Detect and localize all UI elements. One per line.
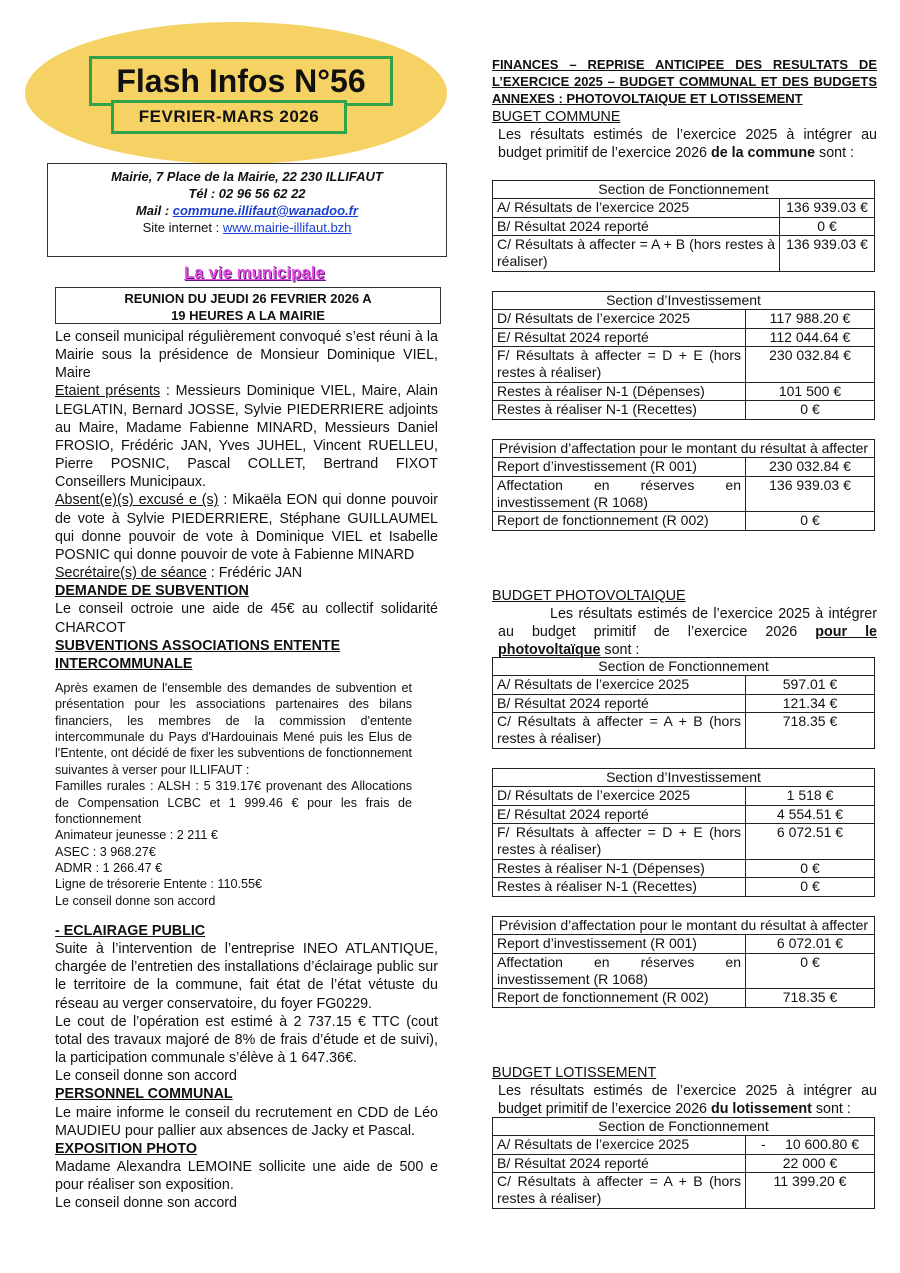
newsletter-title: Flash Infos N°56 [89, 56, 393, 106]
table-row: C/ Résultats à affecter = A + B (hors restes à réaliser) 136 939.03 € [493, 236, 875, 272]
contact-address: Mairie, 7 Place de la Mairie, 22 230 ILLIFAUT [111, 169, 383, 184]
table-row: Report d’investissement (R 001) 230 032.84 € [493, 458, 875, 476]
table-row: B/ Résultat 2024 reporté 0 € [493, 217, 875, 235]
assoc-block [55, 680, 412, 909]
eclairage-text-2: Le cout de l’opération est estimé à 2 737.15 € TTC (cout total des travaux majoré de 8% de frais d’étude et de suivi), la participation communale s’élève à 1 647.36€. [55, 1013, 438, 1067]
table-row: F/ Résultats à affecter = D + E (hors restes à réaliser) 230 032.84 € [493, 347, 875, 383]
left-column-main [55, 328, 438, 673]
table-header: Prévision d’affectation pour le montant du résultat à affecter [493, 917, 875, 935]
table-row: Report de fonctionnement (R 002) 0 € [493, 512, 875, 530]
assoc-heading-2: INTERCOMMUNALE [55, 655, 193, 672]
lot-block [492, 1064, 877, 1118]
commune-heading: BUGET COMMUNE [492, 108, 621, 125]
finances-block [492, 57, 877, 162]
expo-text: Madame Alexandra LEMOINE sollicite une aide de 500 e pour réaliser son exposition. [55, 1159, 438, 1194]
section-title: La vie municipale [184, 264, 325, 282]
contact-phone: Tél : 02 96 56 62 22 [188, 185, 306, 201]
familles-text: Familles rurales : ALSH : 5 319.17€ provenant des Allocations de Compensation LCBC et 1 999.46 € pour les frais de fonctionnement [55, 779, 412, 826]
absents-text: Absent(e)(s) excusé e (s) : Mikaëla EON qui donne pouvoir de vote à Sylvie PIEDERRIERE, Stéphane GUILLAUMEL qui donne pouvoir de vote à Dominique VIEL et Isabelle POSNIC qui donne pouvoir de vote à Fabienne MINARD [55, 492, 438, 563]
table-row: B/ Résultat 2024 reporté 121.34 € [493, 694, 875, 712]
photo-heading: BUDGET PHOTOVOLTAIQUE [492, 588, 686, 604]
secretaire-text: Secrétaire(s) de séance : Frédéric JAN [55, 565, 303, 582]
table-header: Section de Fonctionnement [493, 1118, 875, 1136]
photo-block [492, 587, 877, 660]
admr-text: ADMR : 1 266.47 € [55, 860, 163, 875]
personnel-text: Le maire informe le conseil du recrutement en CDD de Léo MAUDIEU pour pallier aux absences de Jacky et Pascal. [55, 1104, 438, 1139]
commune-invest-table [492, 291, 875, 420]
table-row: D/ Résultats de l’exercice 2025 117 988.20 € [493, 310, 875, 328]
reunion-box: REUNION DU JEUDI 26 FEVRIER 2026 A 19 HEURES A LA MAIRIE [55, 287, 441, 324]
finances-heading: FINANCES – REPRISE ANTICIPEE DES RESULTATS DE L’EXERCICE 2025 – BUDGET COMMUNAL ET DES BUDGETS ANNEXES : PHOTOVOLTAIQUE ET LOTISSEMENT [492, 57, 877, 106]
table-row: Restes à réaliser N-1 (Recettes) 0 € [493, 878, 875, 896]
photo-prev-table [492, 916, 875, 1008]
animateur-text: Animateur jeunesse : 2 211 € [55, 828, 218, 843]
table-row: A/ Résultats de l’exercice 2025 - 10 600.80 € [493, 1136, 875, 1154]
commune-prev-table [492, 439, 875, 531]
assoc-heading-1: SUBVENTIONS ASSOCIATIONS ENTENTE [55, 637, 341, 654]
eclairage-text-1: Suite à l’intervention de l’entreprise INEO ATLANTIQUE, chargée de l’entretien des installations d’éclairage public sur le territoire de la commune, fait état de l’état vétuste du réseau au verger conservatoire, du foyer FG0229. [55, 941, 438, 1012]
photo-fonct-table [492, 657, 875, 749]
subvention-text: Le conseil octroie une aide de 45€ au collectif solidarité CHARCOT [55, 601, 438, 636]
ligne-text: Ligne de trésorerie Entente : 110.55€ [55, 877, 263, 892]
left-column-bottom [55, 922, 438, 1213]
table-header: Section de Fonctionnement [493, 181, 875, 199]
newsletter-date: FEVRIER-MARS 2026 [111, 100, 347, 134]
table-row: A/ Résultats de l’exercice 2025 136 939.03 € [493, 199, 875, 217]
assoc-text: Après examen de l'ensemble des demandes de subvention et présentation pour les associations partenaires des bilans financiers, les membres de la commission d'entente intercommunale du Pays d'Hardouinais Mené puis les Elus de l'Entente, ont décidé de fixer les subventions de fonctionnement suivantes à verser pour ILLIFAUT : [55, 681, 412, 777]
table-row: B/ Résultat 2024 reporté 22 000 € [493, 1154, 875, 1172]
intro-text: Le conseil municipal régulièrement convoqué s’est réuni à la Mairie sous la présidence de Monsieur Dominique VIEL, Maire [55, 329, 438, 382]
table-row: Restes à réaliser N-1 (Dépenses) 101 500 € [493, 382, 875, 400]
table-row: C/ Résultats à affecter = A + B (hors restes à réaliser) 718.35 € [493, 713, 875, 749]
personnel-heading: PERSONNEL COMMUNAL [55, 1086, 233, 1103]
presents-text: Etaient présents : Messieurs Dominique VIEL, Maire, Alain LEGLATIN, Bernard JOSSE, Sylvie PIEDERRIERE adjoints au Maire, Madame Fabienne MINARD, Messieurs Daniel FROSIO, Frédéric JAN, Yves JUHEL, Vincent RUELLEU, Pierre POSNIC, Pascal COLLET, Bertrand FIXOT Conseillers Municipaux. [55, 383, 438, 491]
contact-box [47, 163, 447, 257]
table-header: Section de Fonctionnement [493, 658, 875, 676]
table-row: E/ Résultat 2024 reporté 112 044.64 € [493, 328, 875, 346]
table-row: Report d’investissement (R 001) 6 072.01 € [493, 935, 875, 953]
table-row: Affectation en réserves en investissement (R 1068) 136 939.03 € [493, 476, 875, 512]
table-row: Restes à réaliser N-1 (Recettes) 0 € [493, 401, 875, 419]
eclairage-heading: - ECLAIRAGE PUBLIC [55, 923, 206, 939]
mail-link[interactable]: commune.illifaut@wanadoo.fr [172, 202, 359, 218]
commune-intro: Les résultats estimés de l’exercice 2025 à intégrer au budget primitif de l’exercice 2026 de la commune sont : [498, 126, 877, 161]
site-link[interactable]: www.mairie-illifaut.bzh [222, 219, 352, 235]
table-header: Prévision d’affectation pour le montant du résultat à affecter [493, 440, 875, 458]
commune-fonct-table [492, 180, 875, 272]
lot-heading: BUDGET LOTISSEMENT [492, 1065, 657, 1081]
accord-2: Le conseil donne son accord [55, 1068, 238, 1085]
table-row: Affectation en réserves en investissement (R 1068) 0 € [493, 953, 875, 989]
table-header: Section d’Investissement [493, 769, 875, 787]
expo-heading: EXPOSITION PHOTO [55, 1140, 197, 1157]
subvention-heading: DEMANDE DE SUBVENTION [55, 583, 249, 600]
table-row: A/ Résultats de l’exercice 2025 597.01 € [493, 676, 875, 694]
table-row: E/ Résultat 2024 reporté 4 554.51 € [493, 805, 875, 823]
table-header: Section d’Investissement [493, 292, 875, 310]
accord-3: Le conseil donne son accord [55, 1195, 238, 1212]
asec-text: ASEC : 3 968.27€ [55, 844, 156, 859]
lot-fonct-table [492, 1117, 875, 1209]
contact-site-line: Site internet : www.mairie-illifaut.bzh [142, 219, 352, 235]
table-row: Report de fonctionnement (R 002) 718.35 € [493, 989, 875, 1007]
table-row: C/ Résultats à affecter = A + B (hors restes à réaliser) 11 399.20 € [493, 1173, 875, 1209]
contact-mail-line: Mail : commune.illifaut@wanadoo.fr [135, 202, 359, 218]
photo-intro: Les résultats estimés de l’exercice 2025 à intégrer au budget primitif de l’exercice 2026 pour le photovoltaïque sont : [498, 606, 877, 659]
table-row: D/ Résultats de l’exercice 2025 1 518 € [493, 787, 875, 805]
photo-invest-table [492, 768, 875, 897]
accord-1: Le conseil donne son accord [55, 893, 216, 908]
table-row: Restes à réaliser N-1 (Dépenses) 0 € [493, 859, 875, 877]
lot-intro: Les résultats estimés de l’exercice 2025 à intégrer au budget primitif de l’exercice 2026 du lotissement sont : [498, 1083, 877, 1118]
table-row: F/ Résultats à affecter = D + E (hors restes à réaliser) 6 072.51 € [493, 824, 875, 860]
